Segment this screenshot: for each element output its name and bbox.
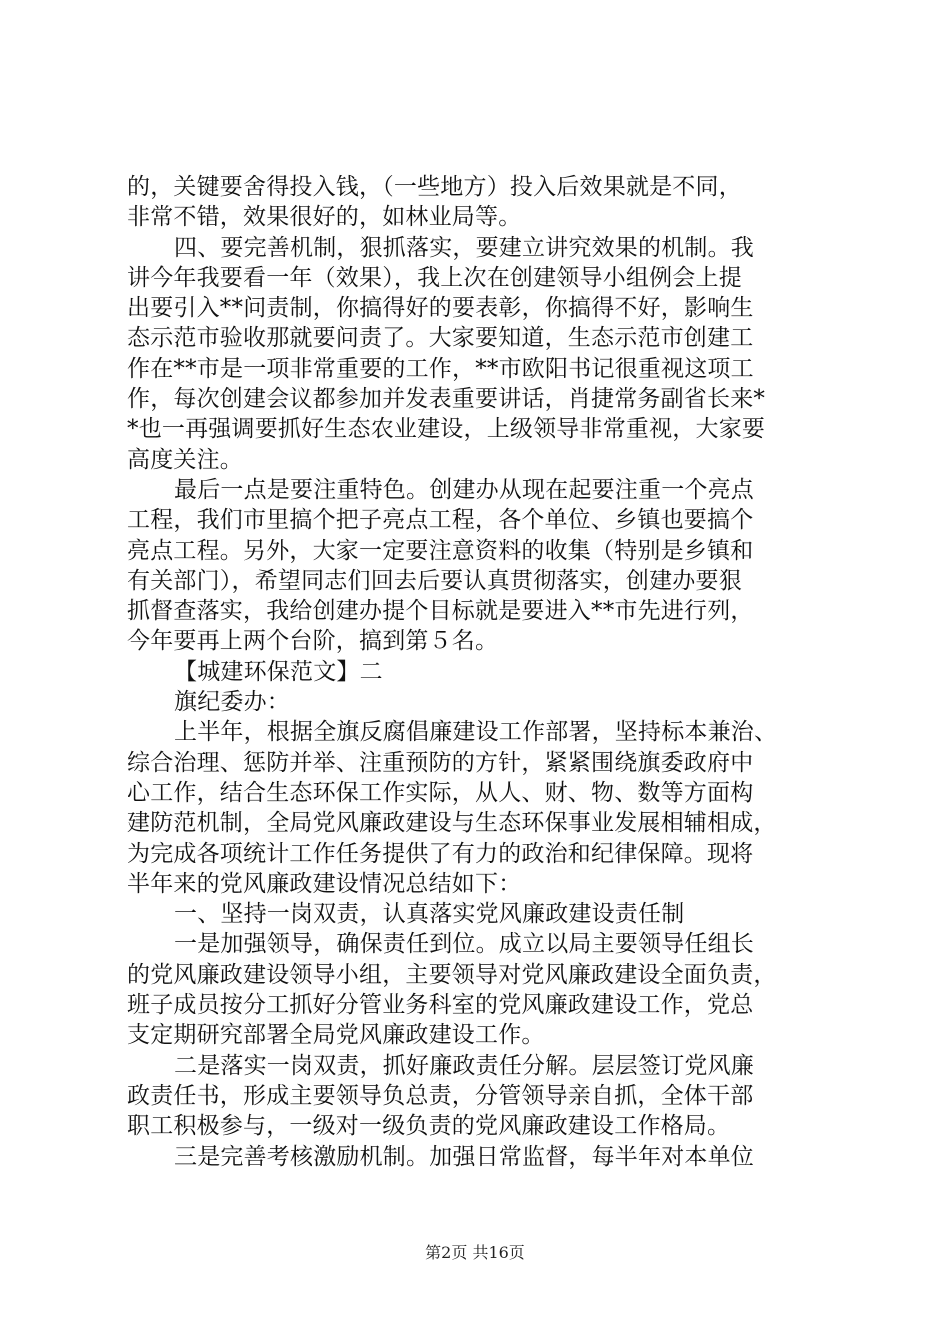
text-line: 抓督查落实，我给创建办提个目标就是要进入**市先进行列， xyxy=(127,598,754,625)
text-line: 上半年，根据全旗反腐倡廉建设工作部署，坚持标本兼治、 xyxy=(174,719,778,746)
text-line: 一、坚持一岗双责，认真落实党风廉政建设责任制 xyxy=(174,901,685,928)
text-line: 二是落实一岗双责，抓好廉政责任分解。层层签订党风廉 xyxy=(174,1052,754,1079)
text-line: 综合治理、惩防并举、注重预防的方针，紧紧围绕旗委政府中 xyxy=(127,749,754,776)
text-line: 班子成员按分工抓好分管业务科室的党风廉政建设工作，党总 xyxy=(127,992,754,1019)
text-line: 态示范市验收那就要问责了。大家要知道，生态示范市创建工 xyxy=(127,325,754,352)
text-line: 心工作，结合生态环保工作实际，从人、财、物、数等方面构 xyxy=(127,779,754,806)
text-line: 一是加强领导，确保责任到位。成立以局主要领导任组长 xyxy=(174,931,754,958)
text-line: 出要引入**问责制，你搞得好的要表彰，你搞得不好，影响生 xyxy=(127,295,754,322)
text-line: 的党风廉政建设领导小组，主要领导对党风廉政建设全面负责， xyxy=(127,961,777,988)
text-line: 最后一点是要注重特色。创建办从现在起要注重一个亮点 xyxy=(174,476,754,503)
text-line: 高度关注。 xyxy=(127,446,243,473)
text-line: 【城建环保范文】二 xyxy=(174,658,383,685)
document-body xyxy=(127,172,837,1172)
text-line: 职工积极参与，一级对一级负责的党风廉政建设工作格局。 xyxy=(127,1113,731,1140)
text-line: 工程，我们市里搞个把子亮点工程，各个单位、乡镇也要搞个 xyxy=(127,507,754,534)
text-line: 为完成各项统计工作任务提供了有力的政治和纪律保障。现将 xyxy=(127,840,754,867)
text-line: 建防范机制，全局党风廉政建设与生态环保事业发展相辅相成， xyxy=(127,810,777,837)
text-line: 政责任书，形成主要领导负总责，分管领导亲自抓，全体干部 xyxy=(127,1082,754,1109)
text-line: 亮点工程。另外，大家一定要注意资料的收集（特别是乡镇和 xyxy=(127,537,754,564)
page-number-footer: 第2页 共16页 xyxy=(425,1243,525,1262)
text-line: 旗纪委办： xyxy=(174,689,290,716)
text-line: 今年要再上两个台阶，搞到第５名。 xyxy=(127,628,499,655)
text-line: 作，每次创建会议都参加并发表重要讲话，肖捷常务副省长来* xyxy=(127,386,766,413)
text-line: 半年来的党风廉政建设情况总结如下： xyxy=(127,870,522,897)
text-line: 支定期研究部署全局党风廉政建设工作。 xyxy=(127,1022,545,1049)
text-line: *也一再强调要抓好生态农业建设，上级领导非常重视，大家要 xyxy=(127,416,766,443)
text-line: 四、要完善机制，狠抓落实，要建立讲究效果的机制。我 xyxy=(174,234,754,261)
text-line: 讲今年我要看一年（效果），我上次在创建领导小组例会上提 xyxy=(127,264,742,291)
text-line: 有关部门），希望同志们回去后要认真贯彻落实，创建办要狠 xyxy=(127,567,742,594)
text-line: 的，关键要舍得投入钱，（一些地方）投入后效果就是不同， xyxy=(127,174,742,200)
text-line: 非常不错，效果很好的，如林业局等。 xyxy=(127,204,522,231)
text-line: 三是完善考核激励机制。加强日常监督，每半年对本单位 xyxy=(174,1143,754,1170)
text-line: 作在**市是一项非常重要的工作，**市欧阳书记很重视这项工 xyxy=(127,355,754,382)
